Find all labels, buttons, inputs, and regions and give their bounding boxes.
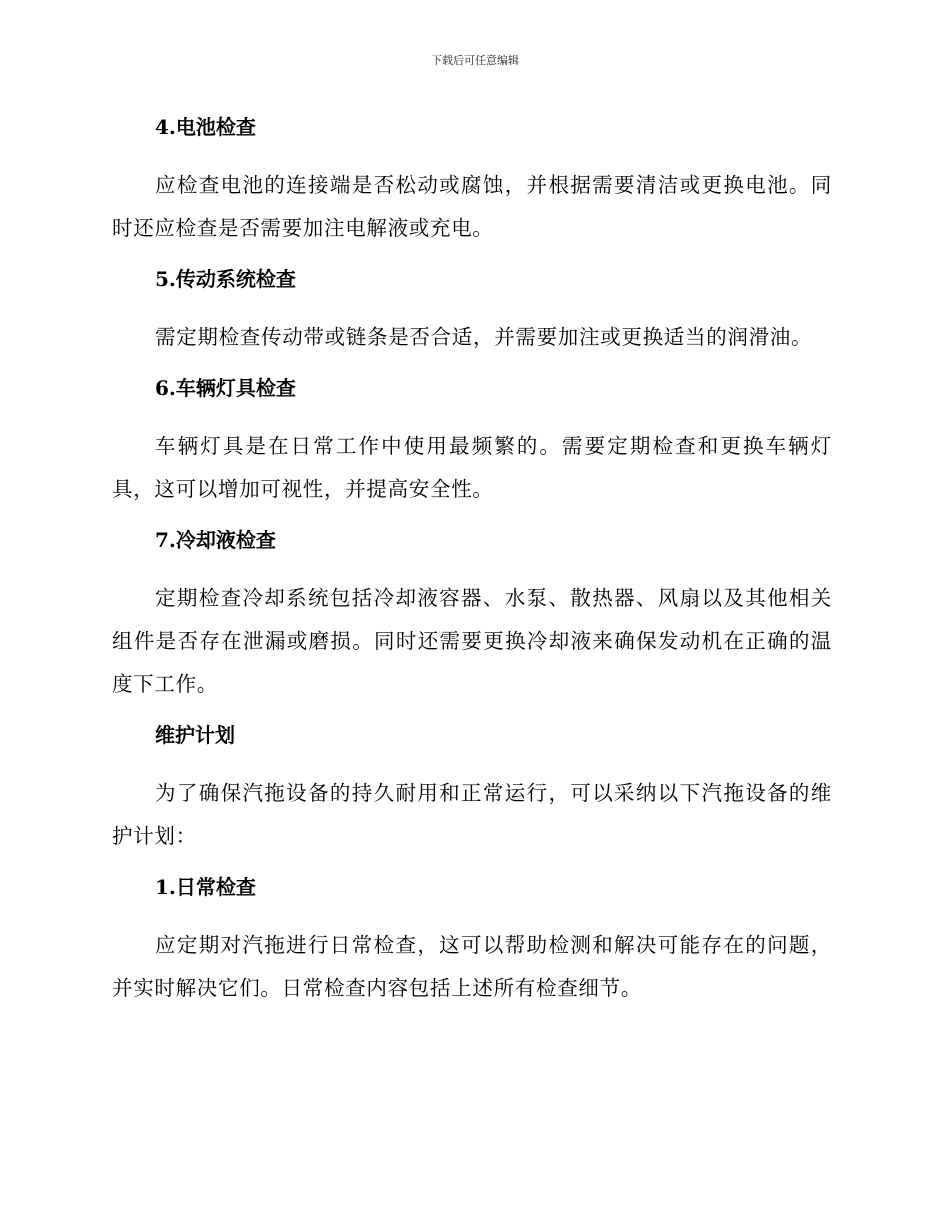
section-heading-daily-check: 1.日常检查 xyxy=(155,875,256,899)
section-paragraph-daily-check: 应定期对汽拖进行日常检查，这可以帮助检测和解决可能存在的问题，并实时解决它们。日常检查内容包括上述所有检查细节。 xyxy=(112,933,832,1000)
document-body xyxy=(112,108,832,1020)
section-heading-lights: 6.车辆灯具检查 xyxy=(155,376,296,400)
section-heading-maintenance-plan: 维护计划 xyxy=(155,723,235,747)
section-paragraph-coolant: 定期检查冷却系统包括冷却液容器、水泵、散热器、风扇以及其他相关组件是否存在泄漏或磨损。同时还需要更换冷却液来确保发动机在正确的温度下工作。 xyxy=(112,586,832,696)
section-heading-coolant: 7.冷却液检查 xyxy=(155,528,276,552)
section-heading-transmission: 5.传动系统检查 xyxy=(155,267,296,291)
section-paragraph-battery: 应检查电池的连接端是否松动或腐蚀，并根据需要清洁或更换电池。同时还应检查是否需要加注电解液或充电。 xyxy=(112,173,832,240)
section-paragraph-transmission: 需定期检查传动带或链条是否合适，并需要加注或更换适当的润滑油。 xyxy=(155,325,813,349)
section-heading-battery: 4.电池检查 xyxy=(155,115,256,139)
section-paragraph-lights: 车辆灯具是在日常工作中使用最频繁的。需要定期检查和更换车辆灯具，这可以增加可视性，并提高安全性。 xyxy=(112,434,832,501)
section-paragraph-maintenance-plan: 为了确保汽拖设备的持久耐用和正常运行，可以采纳以下汽拖设备的维护计划： xyxy=(112,781,832,848)
page-header: 下载后可任意编辑 xyxy=(431,54,519,67)
